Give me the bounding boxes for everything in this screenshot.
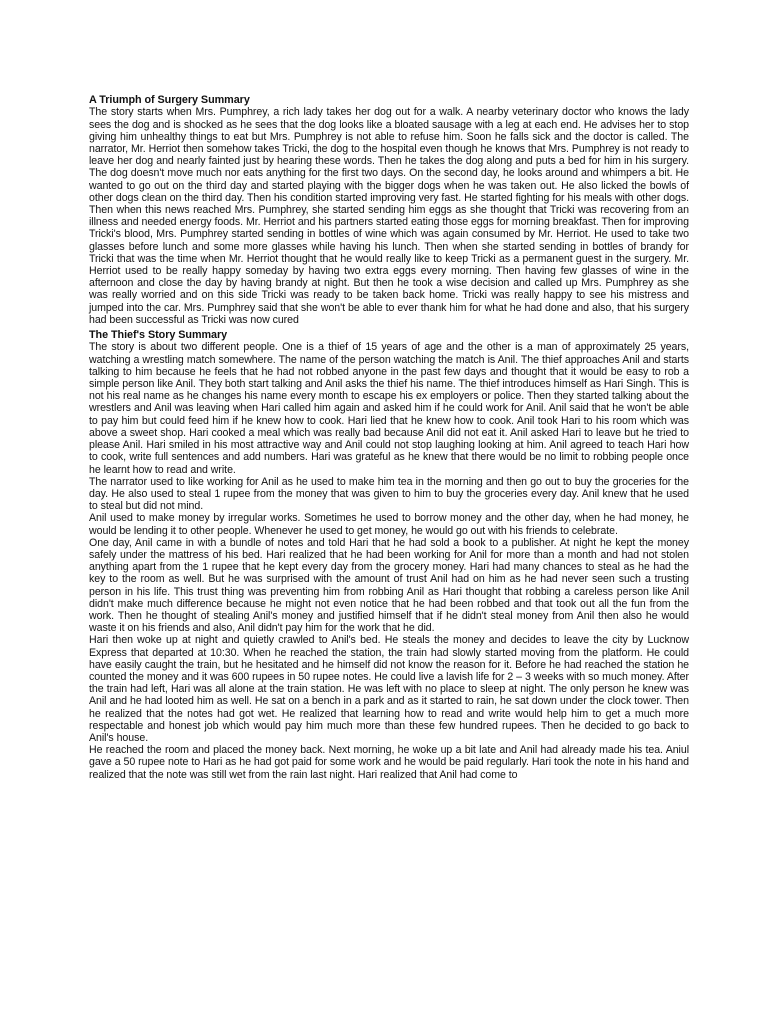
- document-page: [89, 94, 689, 781]
- section-title: A Triumph of Surgery Summary: [89, 94, 250, 106]
- section-thiefs-story: [89, 329, 689, 781]
- paragraph: The story is about two different people. One is a thief of 15 years of age and the other is a man of approximately 25 years, watching a wrestling match somewhere. The name of the person watching the match is Anil. The thief approaches Anil and starts talking to him because he feels that he had not robbed anyone in the past few days and thought that it would be easy to rob a simple person like Anil. They both start talking and Anil asks the thief his name. The thief introduces himself as Hari Singh. This is not his real name as he changes his name every month to escape his ex employers or police. Then they started talking about the wrestlers and Anil was leaving when Hari called him again and asked him if he could work for Anil. Anil said that he won't be able to pay him but could feed him if he knew how to cook. Hari lied that he knew how to cook. Anil took Hari to his room which was above a sweet shop. Hari cooked a meal which was really bad because Anil did not eat it. Anil asked Hari to leave but he tried to please Anil. Hari smiled in his most attractive way and Anil could not stop laughing looking at him. Anil agreed to teach Hari how to cook, write full sentences and add numbers. Hari was grateful as he knew that there would be no limit to robbing people once he learnt how to read and write.: [89, 341, 689, 476]
- section-triumph-of-surgery: [89, 94, 689, 326]
- paragraph: The narrator used to like working for Anil as he used to make him tea in the morning and then go out to buy the groceries for the day. He also used to steal 1 rupee from the money that was given to him to buy the groceries every day. Anil knew that he used to steal but did not mind.: [89, 475, 689, 513]
- paragraph: He reached the room and placed the money back. Next morning, he woke up a bit late and Anil had already made his tea. Aniul gave a 50 rupee note to Hari as he had got paid for some work and he would be paid regularly. Hari took the note in his hand and realized that the note was still wet from the rain last night. Hari realized that Anil had come to: [89, 744, 689, 781]
- paragraph: One day, Anil came in with a bundle of notes and told Hari that he had sold a book to a publisher. At night he kept the money safely under the mattress of his bed. Hari realized that he had been working for Anil for more than a month and had not stolen anything apart from the 1 rupee that he kept every day from the grocery money. Hari had many chances to steal as he had the key to the room as well. But he was surprised with the amount of trust Anil had on him as he had never seen such a trusting person in his life. This trust thing was preventing him from robbing Anil as Hari thought that robbing a careless person like Anil didn't make much difference because he might not even notice that he had been robbed and that took out all the fun from the work. Then he thought of stealing Anil's money and justified himself that if he didn't steal money from Anil then also he would waste it on his friends and also, Anil didn't pay him for the work that he did.: [89, 536, 689, 635]
- paragraph: Hari then woke up at night and quietly crawled to Anil's bed. He steals the money and decides to leave the city by Lucknow Express that departed at 10:30. When he reached the station, the train had slowly started moving from the platform. He could have easily caught the train, but he hesitated and he himself did not know the reason for it. Before he had reached the station he counted the money and it was 600 rupees in 50 rupee notes. He could live a lavish life for 2 – 3 weeks with so much money. After the train had left, Hari was all alone at the train station. He was left with no place to sleep at night. The only person he knew was Anil and he had looted him as well. He sat on a bench in a park and as it started to rain, he sat down under the clock tower. Then he realized that the notes had got wet. He realized that learning how to read and write would help him to get a much more respectable and honest job which would pay him much more than these few hundred rupees. Then he decided to go back to Anil's house.: [89, 634, 689, 744]
- section-title: The Thief's Story Summary: [89, 329, 228, 342]
- paragraph: The story starts when Mrs. Pumphrey, a rich lady takes her dog out for a walk. A nearby veterinary doctor who knows the lady sees the dog and is shocked as he sees that the dog looks like a bloated sausage with a leg at each end. He advises her to stop giving him unhealthy things to eat but Mrs. Pumphrey is not able to refuse him. Soon he falls sick and the doctor is called. The narrator, Mr. Herriot then somehow takes Tricki, the dog to the hospital even though he knows that Mrs. Pumphrey is not ready to leave her dog and nearly fainted just by hearing these words. Then he takes the dog along and puts a bed for him in his surgery. The dog doesn't move much nor eats anything for the first two days. On the second day, he looks around and whimpers a bit. He wanted to go out on the third day and started playing with the bigger dogs when he was taken out. He also licked the bowls of other dogs clean on the third day. Then his condition started improving very fast. He started fighting for his meals with other dogs. Then when this news reached Mrs. Pumphrey, she started sending him eggs as she thought that Tricki was recovering from an illness and needed energy foods. Mr. Herriot and his partners started eating those eggs for morning breakfast. Then for improving Tricki's blood, Mrs. Pumphrey started sending in bottles of wine which was again consumed by Mr. Herriot. He used to take two glasses before lunch and some more glasses while having his lunch. Then when she started sending in bottles of brandy for Tricki that was the time when Mr. Herriot thought that he would really like to keep Tricki as a permanent guest in the surgery. Mr. Herriot used to be really happy someday by having two extra eggs every morning. Then having few glasses of wine in the afternoon and close the day by having brandy at night. But then he took a wise decision and called up Mrs. Pumphrey as she was really worried and on this side Tricki was ready to be taken back home. Tricki was really happy to see his mistress and jumped into the car. Mrs. Pumphrey said that she won't be able to ever thank him for what he had done and also, that his surgery had been successful as Tricki was now cured: [89, 106, 689, 326]
- paragraph: Anil used to make money by irregular works. Sometimes he used to borrow money and the other day, when he had money, he would be lending it to other people. Whenever he used to get money, he would go out with his friends to celebrate.: [89, 512, 689, 537]
